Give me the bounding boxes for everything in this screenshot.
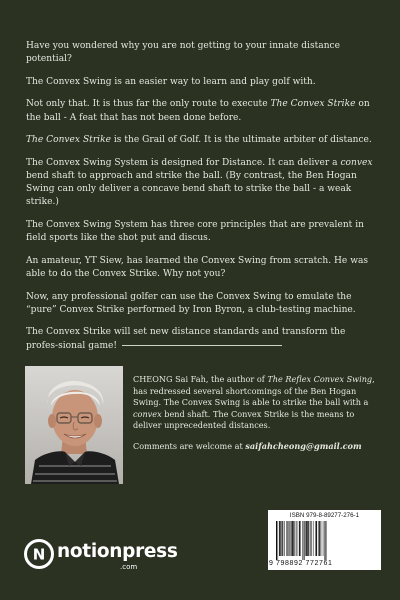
author-bio [133,374,378,462]
barcode-bar [279,521,281,556]
barcode-bar [296,521,297,556]
barcode-bar [324,521,325,560]
barcode-bar [299,521,300,556]
blurb-paragraph-7: An amateur, YT Siew, has learned the Convex Swing from scratch. He was able to do the Convex Strike. Why not you? [26,255,369,279]
blurb-paragraph-1: Have you wondered why you are not getting to your innate distance potential? [26,41,340,65]
barcode-digits: 9 798892 772761 [269,560,333,567]
blurb-paragraph-8: Now, any professional golfer can use the Convex Swing to emulate the “pure” Convex Strike performed by Iron Byron, a club-testing machine. [26,291,356,315]
barcode-bar [305,521,306,556]
isbn-label: ISBN 979-8-89277-276-1 [289,512,360,519]
blurb-paragraph-2: The Convex Swing is an easier way to learn and play golf with. [26,76,316,87]
blurb-paragraph-9: The Convex Strike will set new distance standards and transform the profes-sional game! [26,327,346,351]
barcode-bar [286,521,287,556]
blurb [26,40,378,362]
svg-text:N: N [32,545,46,564]
barcode-bar [291,521,292,556]
barcode-bar [318,521,319,556]
barcode-bar [316,521,317,556]
barcode-bar [304,521,305,560]
barcode-bar [306,521,308,556]
barcode-bar [282,521,283,556]
bio-paragraph: CHEONG Sai Fah, the author of The Reflex Convex Swing, has redressed several shortcomings of the Ben Hogan Swing. The Convex Swing is able to strike the ball with a convex bend shaft. The Convex Strike is the means to deliver unprecedented distances. [133,374,375,431]
blurb-paragraph-6: The Convex Swing System has three core principles that are prevalent in field sports like the shot put and discus. [26,219,364,244]
divider [122,345,282,346]
barcode-bar [308,521,309,556]
barcode-bar [323,521,324,556]
publisher-logo [24,539,194,579]
barcode-bar [315,521,316,556]
barcode-bar [281,521,282,556]
barcode-bar [310,521,311,556]
barcode-bar [284,521,285,556]
barcode-bar [287,521,288,556]
author-email[interactable]: saifahcheong@gmail.com [245,440,362,451]
barcode-bar [289,521,290,556]
notionpress-n-circle-icon [24,539,54,569]
comments-line: Comments are welcome at saifahcheong@gmail.com [133,440,362,451]
barcode-bar [325,521,326,560]
barcode-bar [321,521,322,556]
barcode-bar [319,521,320,556]
barcode-bars [276,521,376,560]
blurb-paragraph-3: Not only that. It is thus far the only route to execute The Convex Strike on the ball - A feat that has not been done before. [26,99,370,123]
publisher-name: notionpress [57,541,178,562]
barcode-bar [292,521,294,556]
barcode-bar [311,521,312,556]
blurb-paragraph-4: The Convex Strike is the Grail of Golf. It is the ultimate arbiter of distance. [26,135,372,146]
blurb-paragraph-5: The Convex Swing System is designed for Distance. It can deliver a convex bend shaft to approach and strike the ball. (By contrast, the Ben Hogan Swing can only deliver a concave bend shaft to strike the ball - a weak strike.) [26,157,373,208]
publisher-domain: .com [120,563,138,571]
barcode-bar [313,521,314,556]
barcode-bar [302,521,303,560]
barcode-bar [278,521,279,560]
barcode-bar [294,521,295,556]
barcode-bar [297,521,298,556]
barcode-bar [300,521,301,556]
author-photo [25,366,123,484]
book-title: The Reflex Convex Swing [267,374,373,384]
isbn-barcode [268,510,381,570]
barcode-bar [276,521,277,560]
